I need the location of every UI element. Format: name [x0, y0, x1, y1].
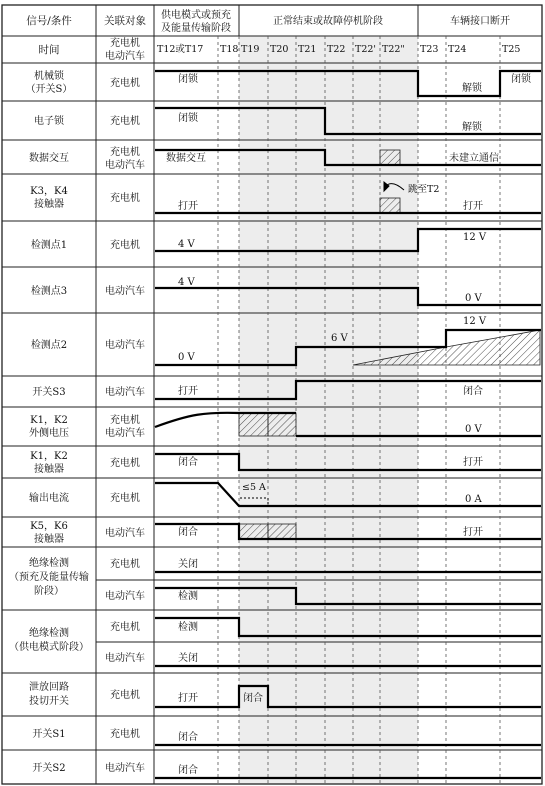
row-object: 电动汽车 [105, 387, 145, 398]
label-detect: 检测 [178, 622, 198, 633]
label-detect: 检测 [178, 591, 198, 602]
row-name: 阶段） [34, 586, 64, 597]
phase-2-header: 正常结束或故障停机阶段 [273, 16, 383, 27]
row-object: 充电机 [110, 193, 140, 204]
tick-t25: T25 [502, 44, 521, 55]
hatch-k5k6-a [239, 524, 268, 539]
phase-3-header: 车辆接口断开 [450, 16, 510, 27]
row-name: 检测点3 [30, 286, 68, 297]
time-label: 时间 [38, 44, 60, 56]
hatch-k5k6-b [268, 524, 296, 539]
label-6v: 6 V [331, 333, 348, 344]
row-name: 开关S2 [32, 763, 66, 774]
row-object: 充电机 [110, 78, 140, 89]
hatch-k1k2-voltage-b [268, 413, 296, 436]
label-12v: 12 V [463, 232, 487, 243]
row-object: 电动汽车 [105, 591, 145, 602]
hatch-data-exchange [380, 150, 400, 165]
row-name: 检测点2 [30, 340, 68, 351]
row-name: 投切开关 [29, 696, 69, 707]
label-open: 打开 [178, 386, 198, 397]
row-object: 充电机 [110, 116, 140, 127]
label-4v: 4 V [178, 239, 195, 250]
row-names [9, 69, 89, 774]
row-name: （开关S） [25, 84, 73, 95]
label-closed: 闭合 [243, 693, 263, 704]
tick-t24: T24 [448, 44, 467, 55]
label-data-exchange: 数据交互 [166, 153, 206, 164]
phase-1-header-line1: 供电模式或预充 [161, 10, 231, 21]
row-objects [105, 76, 145, 774]
row-object: 充电机 [110, 493, 140, 504]
label-4v: 4 V [178, 277, 195, 288]
row-name: 外侧电压 [29, 428, 69, 439]
tick-t22: T22 [327, 44, 346, 55]
row-name: 电子锁 [34, 116, 64, 127]
row-object: 充电机 [110, 415, 140, 426]
row-object: 充电机 [110, 147, 140, 158]
label-0a: 0 A [465, 494, 482, 505]
label-lock: 闭锁 [178, 74, 198, 85]
row-name: 泄放回路 [29, 682, 69, 693]
row-name: 接触器 [34, 199, 64, 210]
label-off: 关闭 [178, 559, 198, 570]
label-closed: 闭合 [178, 457, 198, 468]
row-name: 接触器 [34, 464, 64, 475]
label-open: 打开 [463, 457, 483, 468]
phase-1-header-line2: 及能量传输阶段 [161, 23, 231, 34]
label-open: 打开 [463, 201, 483, 212]
label-0v: 0 V [178, 352, 195, 363]
row-name: 数据交互 [29, 153, 69, 164]
tick-t22-double-prime: T22" [382, 44, 405, 55]
row-object: 充电机 [110, 690, 140, 701]
row-name: （预充及能量传输 [9, 572, 89, 583]
tick-t21: T21 [298, 44, 317, 55]
label-lock: 闭锁 [178, 113, 198, 124]
row-object: 电动汽车 [105, 528, 145, 539]
row-name: K5，K6 [30, 521, 68, 532]
label-open: 打开 [463, 527, 483, 538]
row-object: 电动汽车 [105, 286, 145, 297]
row-object: 充电机 [110, 729, 140, 740]
hatch-k3k4 [380, 198, 400, 213]
table-header [26, 8, 510, 34]
row-name: 机械锁 [34, 71, 64, 82]
label-unlock: 解锁 [462, 122, 482, 133]
col-object-header: 关联对象 [104, 15, 146, 27]
time-object-line1: 充电机 [110, 38, 140, 49]
row-name: 接触器 [34, 534, 64, 545]
row-name: （供电模式阶段） [9, 642, 89, 653]
label-jump-to-t2: 跳至T2 [408, 184, 440, 195]
row-name: 输出电流 [29, 493, 69, 504]
row-name: 检测点1 [30, 240, 68, 251]
row-name: 开关S1 [32, 729, 66, 740]
label-closed: 闭合 [178, 765, 198, 776]
tick-t12-t17: T12或T17 [157, 44, 204, 55]
label-no-communication: 未建立通信 [449, 153, 499, 164]
row-name: 绝缘检测 [29, 628, 69, 639]
row-object: 充电机 [110, 622, 140, 633]
tick-t23: T23 [420, 44, 439, 55]
label-unlock: 解锁 [462, 83, 482, 94]
row-name: 开关S3 [32, 387, 66, 398]
tick-t20: T20 [270, 44, 289, 55]
row-object: 电动汽车 [105, 653, 145, 664]
label-lock: 闭锁 [511, 74, 531, 85]
time-object-line2: 电动汽车 [105, 51, 145, 62]
label-closed: 闭合 [178, 527, 198, 538]
row-name: K3，K4 [30, 186, 68, 197]
row-name: 绝缘检测 [29, 558, 69, 569]
row-object: 电动汽车 [105, 763, 145, 774]
col-signal-header: 信号/条件 [26, 15, 72, 27]
hatch-k1k2-voltage-a [239, 413, 268, 436]
label-off: 关闭 [178, 653, 198, 664]
tick-t22-prime: T22' [355, 44, 377, 55]
phase-shading [239, 36, 418, 784]
label-closed: 闭合 [463, 386, 483, 397]
row-object: 电动汽车 [105, 160, 145, 171]
row-object: 电动汽车 [105, 340, 145, 351]
row-object: 充电机 [110, 559, 140, 570]
label-0v: 0 V [465, 293, 482, 304]
row-object: 充电机 [110, 458, 140, 469]
label-12v: 12 V [463, 316, 487, 327]
label-open: 打开 [178, 201, 198, 212]
label-current-limit: ≤5 A [242, 482, 266, 493]
tick-t18: T18 [220, 44, 239, 55]
row-name: K1，K2 [30, 415, 68, 426]
label-closed: 闭合 [178, 732, 198, 743]
label-0v: 0 V [465, 424, 482, 435]
tick-t19: T19 [241, 44, 260, 55]
row-name: K1，K2 [30, 451, 68, 462]
row-object: 电动汽车 [105, 428, 145, 439]
label-open: 打开 [178, 693, 198, 704]
row-object: 充电机 [110, 240, 140, 251]
